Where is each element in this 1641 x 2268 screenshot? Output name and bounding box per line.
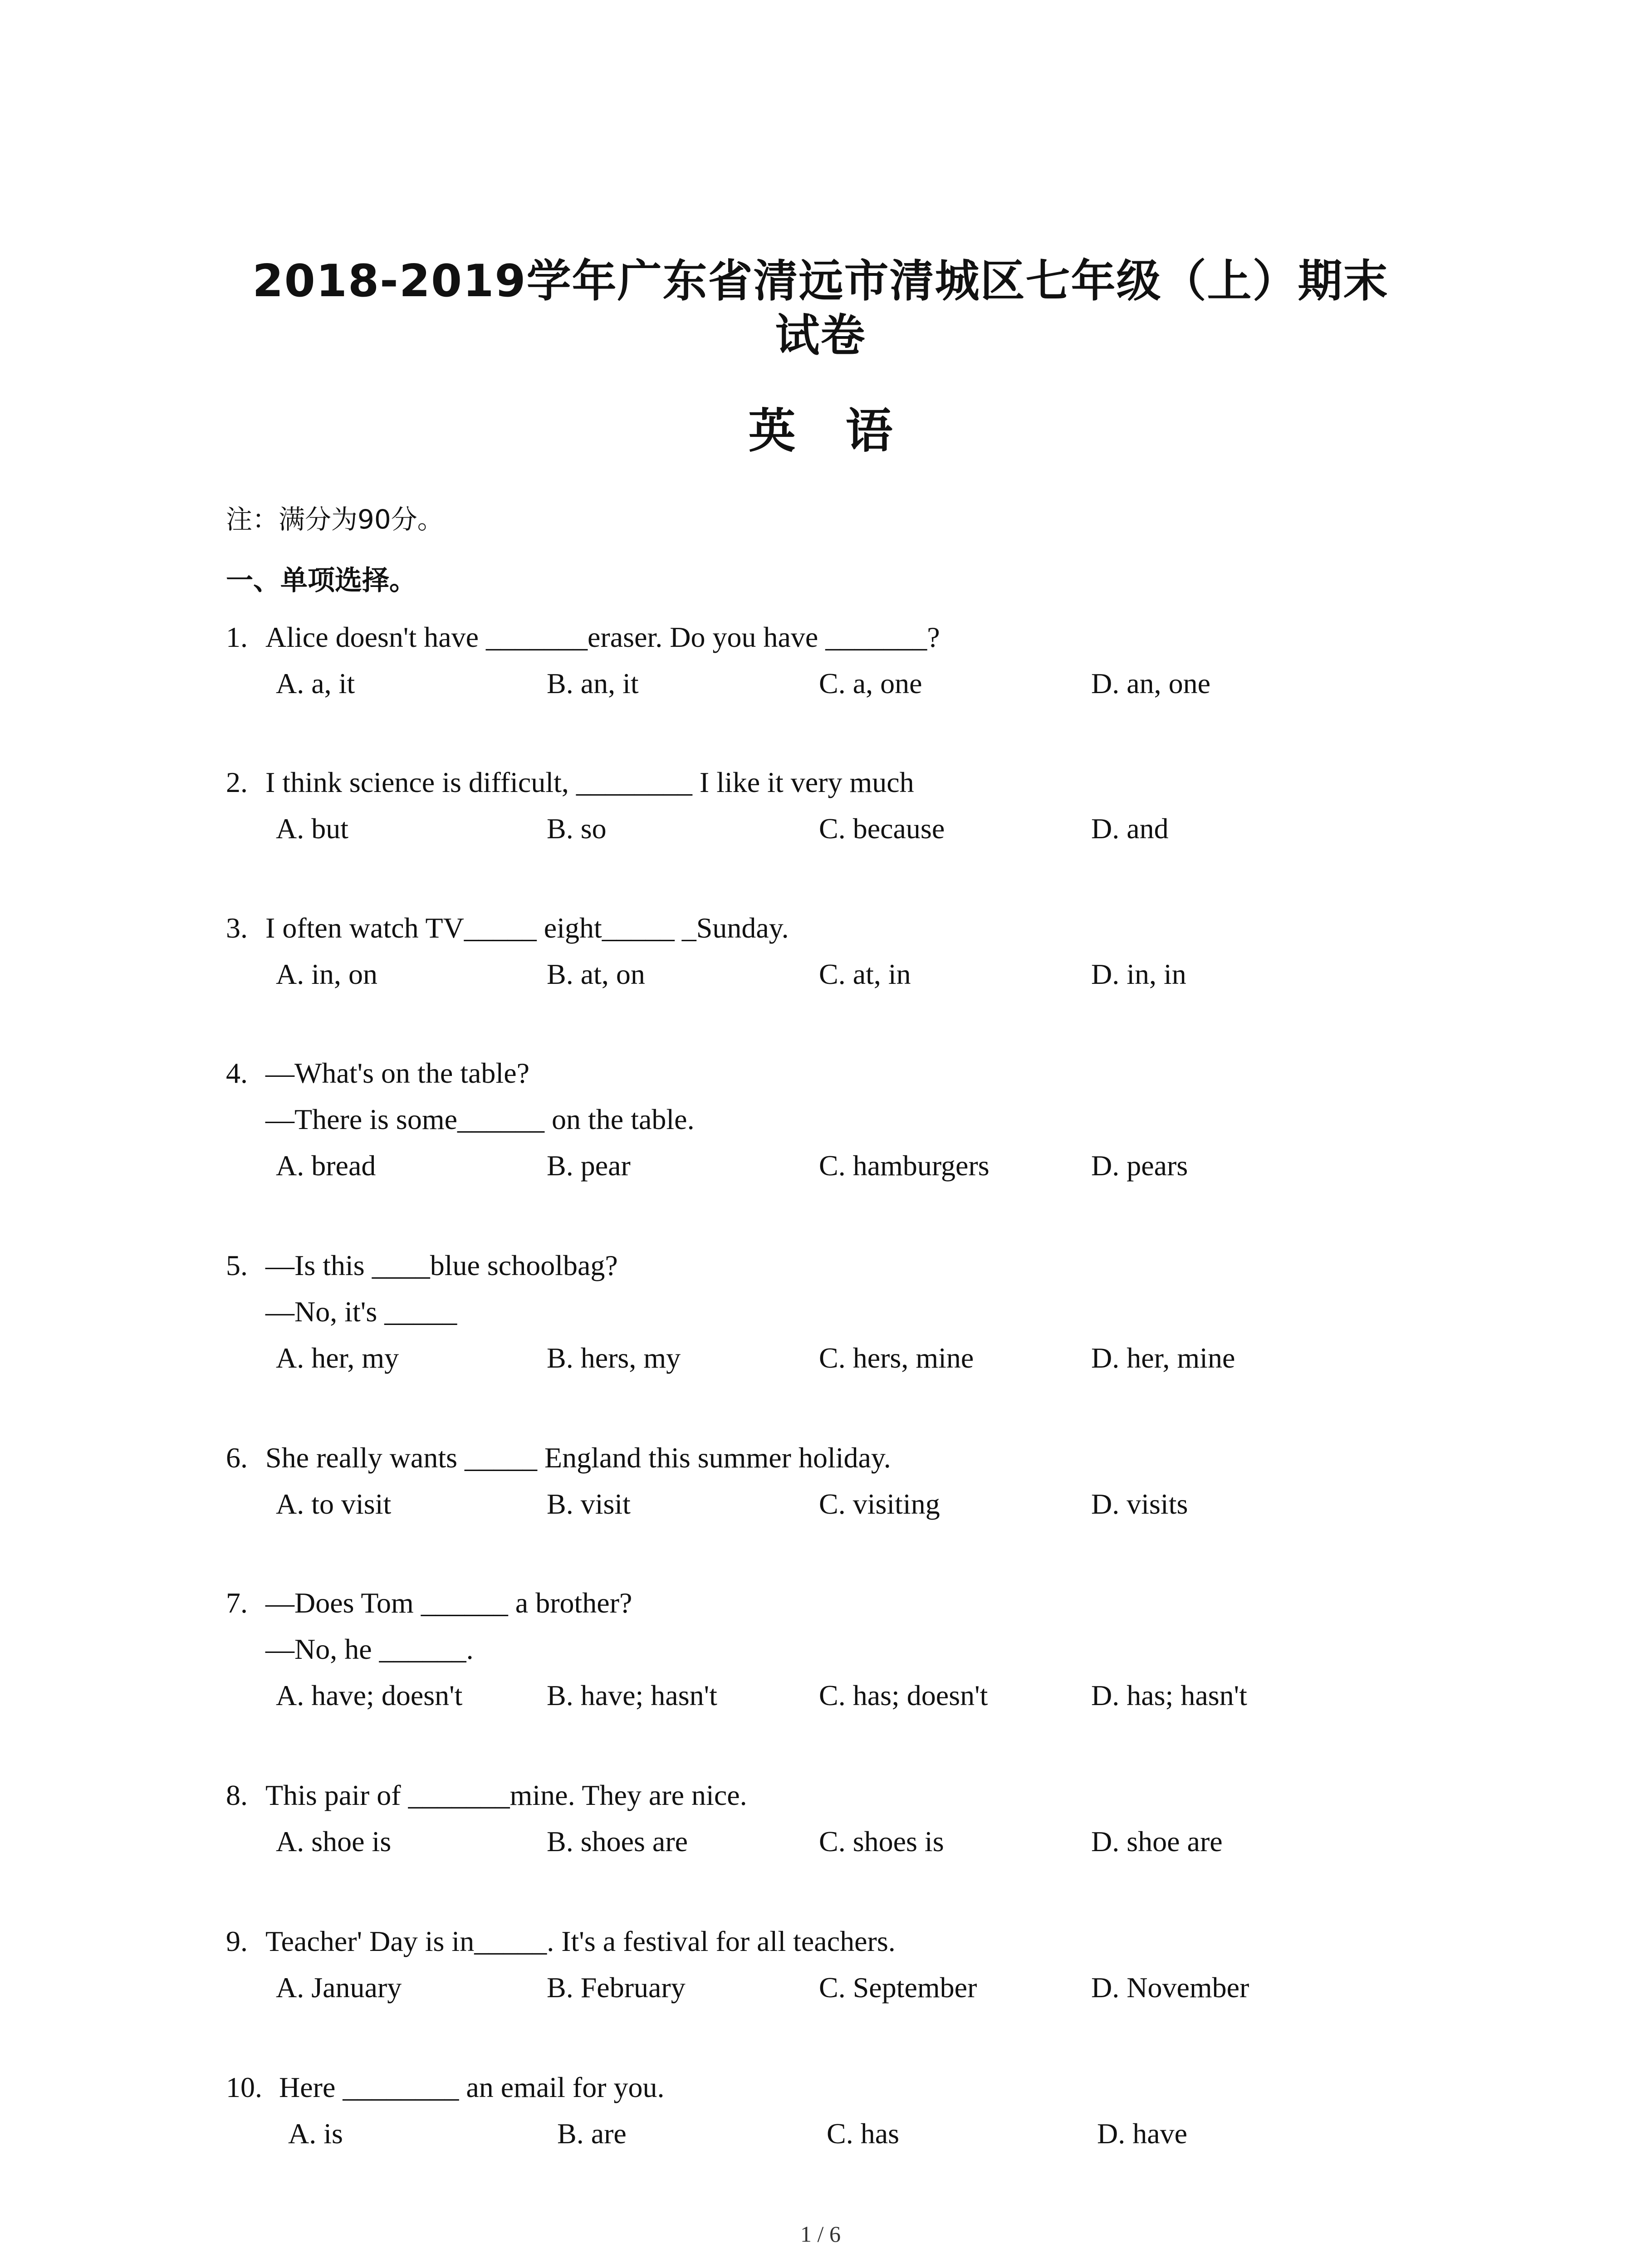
option-b: B. are [557, 2117, 627, 2150]
option-d: D. an, one [1091, 667, 1211, 699]
question-number: 9. [226, 1925, 248, 1957]
option-d: D. in, in [1091, 958, 1186, 990]
option-b: B. February [547, 1971, 686, 2004]
option-c: C. hamburgers [819, 1149, 989, 1182]
option-d: D. pears [1091, 1149, 1188, 1182]
question-text-line-2: —No, he ______. [265, 1633, 474, 1665]
option-b: B. visit [547, 1488, 631, 1520]
option-b: B. hers, my [547, 1342, 681, 1374]
option-a: A. shoe is [276, 1825, 392, 1857]
option-b: B. so [547, 812, 607, 845]
option-b: B. have; hasn't [547, 1679, 717, 1711]
exam-title-line-1: 2018-2019学年广东省清远市清城区七年级（上）期末 [252, 255, 1389, 307]
option-c: C. has [827, 2117, 899, 2150]
option-c: C. because [819, 812, 945, 845]
option-c: C. a, one [819, 667, 922, 699]
question-text-line-2: —There is some______ on the table. [265, 1103, 695, 1135]
question-text: I think science is difficult, ________ I like it very much [265, 766, 914, 798]
question-number: 4. [226, 1057, 248, 1089]
question-number: 5. [226, 1249, 248, 1281]
question-number: 1. [226, 621, 248, 653]
option-a: A. bread [276, 1149, 376, 1182]
option-d: D. have [1097, 2117, 1188, 2150]
option-a: A. a, it [276, 667, 355, 699]
option-a: A. is [288, 2117, 343, 2150]
section-title: 一、单项选择。 [226, 565, 416, 596]
option-d: D. and [1091, 812, 1169, 845]
option-a: A. her, my [276, 1342, 399, 1374]
option-c: C. September [819, 1971, 977, 2004]
option-a: A. but [276, 812, 348, 845]
option-c: C. visiting [819, 1488, 940, 1520]
question-number: 6. [226, 1442, 248, 1474]
question-text: Teacher' Day is in_____. It's a festival for all teachers. [265, 1925, 896, 1957]
subject-heading: 英语 [748, 403, 943, 459]
option-a: A. to visit [276, 1488, 392, 1520]
option-b: B. shoes are [547, 1825, 688, 1857]
page-number: 1 / 6 [800, 2221, 841, 2247]
option-d: D. visits [1091, 1488, 1188, 1520]
question-text-line-1: —Does Tom ______ a brother? [265, 1587, 632, 1619]
option-a: A. have; doesn't [276, 1679, 463, 1711]
exam-title-line-2: 试卷 [775, 310, 866, 362]
question-text-line-1: —Is this ____blue schoolbag? [265, 1249, 618, 1281]
option-c: C. hers, mine [819, 1342, 974, 1374]
question-number: 10. [226, 2071, 262, 2103]
option-d: D. shoe are [1091, 1825, 1223, 1857]
option-b: B. an, it [547, 667, 639, 699]
question-text: Here ________ an email for you. [279, 2071, 665, 2103]
question-text-line-2: —No, it's _____ [265, 1295, 457, 1328]
question-text-line-1: —What's on the table? [265, 1057, 529, 1089]
option-d: D. has; hasn't [1091, 1679, 1247, 1711]
question-number: 7. [226, 1587, 248, 1619]
question-text: Alice doesn't have _______eraser. Do you have _______? [265, 621, 940, 653]
question-number: 2. [226, 766, 248, 798]
option-a: A. in, on [276, 958, 377, 990]
option-b: B. pear [547, 1149, 631, 1182]
option-c: C. at, in [819, 958, 911, 990]
question-text: This pair of _______mine. They are nice. [265, 1779, 747, 1811]
option-a: A. January [276, 1971, 402, 2004]
option-b: B. at, on [547, 958, 645, 990]
option-d: D. November [1091, 1971, 1249, 2004]
question-text: She really wants _____ England this summer holiday. [265, 1442, 891, 1474]
question-text: I often watch TV_____ eight_____ _Sunday. [265, 912, 789, 944]
question-number: 8. [226, 1779, 248, 1811]
option-c: C. shoes is [819, 1825, 944, 1857]
score-note: 注：满分为90分。 [226, 504, 444, 535]
question-number: 3. [226, 912, 248, 944]
option-d: D. her, mine [1091, 1342, 1235, 1374]
option-c: C. has; doesn't [819, 1679, 988, 1711]
